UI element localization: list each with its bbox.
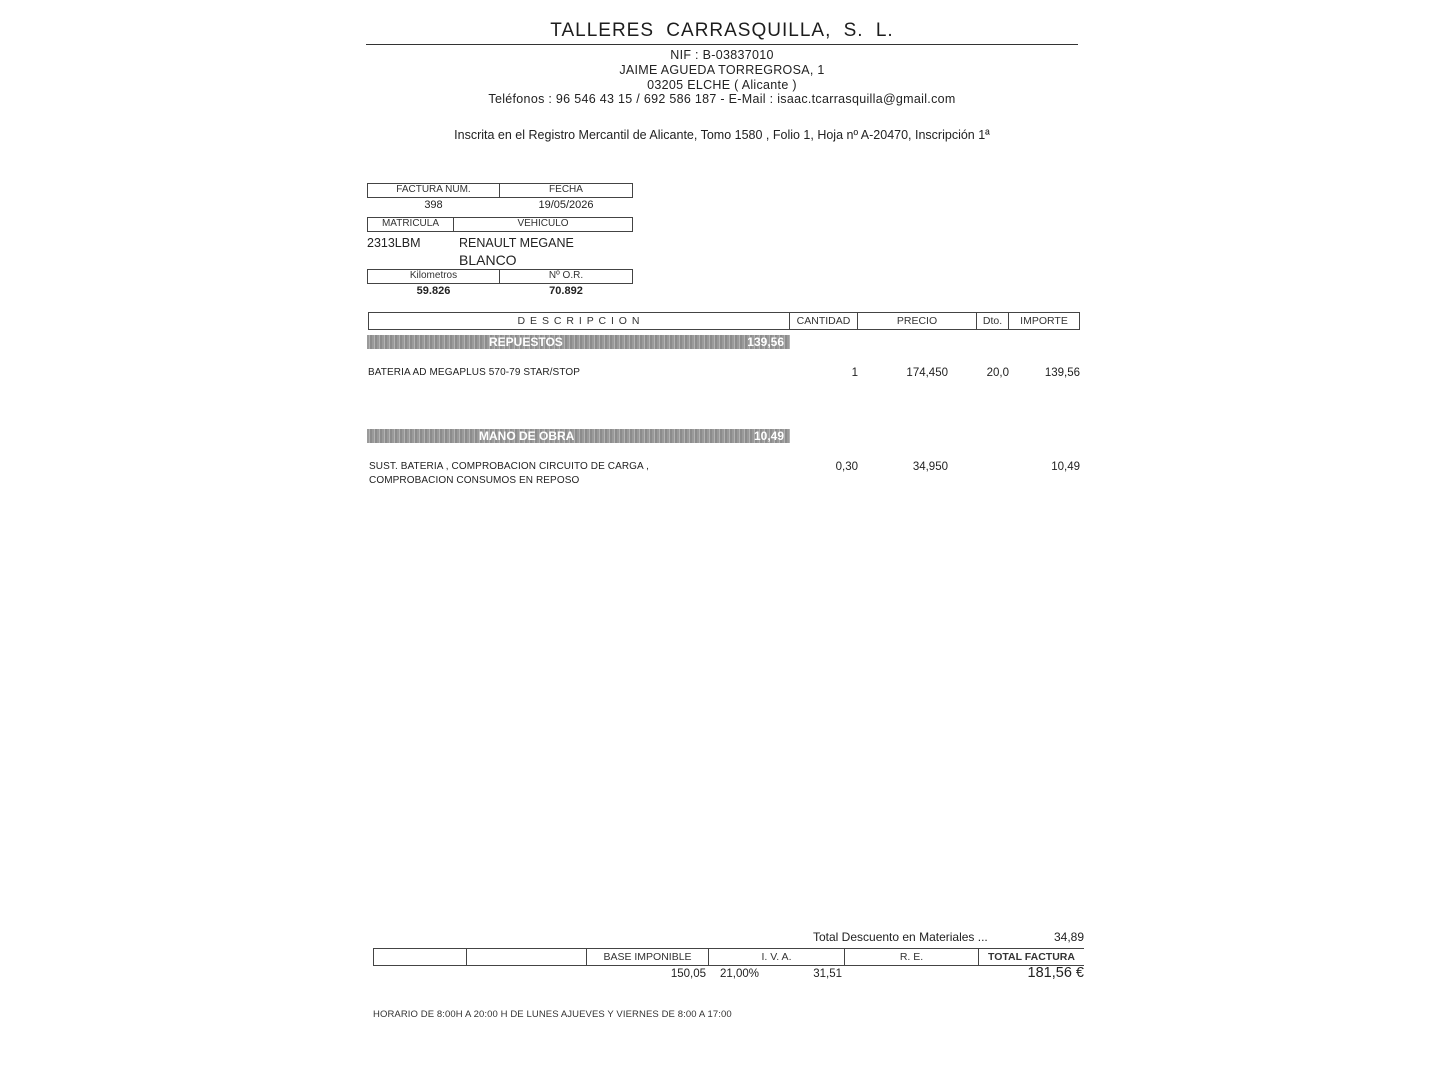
col-header-quantity: CANTIDAD (789, 312, 858, 330)
line-description-continued: COMPROBACION CONSUMOS EN REPOSO (369, 475, 580, 486)
plate-label: MATRICULA (381, 218, 440, 229)
totals-header-total: TOTAL FACTURA (978, 948, 1084, 966)
total-discount-label: Total Descuento en Materiales ... (813, 930, 988, 944)
invoice-date-label: FECHA (549, 184, 583, 195)
line-quantity: 1 (851, 367, 858, 379)
line-description: BATERIA AD MEGAPLUS 570-79 STAR/STOP (368, 367, 581, 378)
km-label-box (367, 269, 500, 284)
company-contact: Teléfonos : 96 546 43 15 / 692 586 187 - E-Mail : isaac.tcarrasquilla@gmail.com (488, 92, 956, 106)
invoice-date-label-box (499, 183, 633, 198)
totals-blank-cell-2 (466, 948, 587, 966)
total-discount-value: 34,89 (1053, 930, 1084, 944)
section-title-parts: REPUESTOS (489, 335, 563, 349)
company-registry: Inscrita en el Registro Mercantil de Alicante, Tomo 1580 , Folio 1, Hoja nº A-20470, Inscripción 1ª (454, 128, 990, 142)
or-label: Nº O.R. (548, 270, 584, 281)
iva-rate: 21,00% (720, 968, 760, 980)
or-value: 70.892 (549, 285, 583, 297)
section-bar-parts (367, 335, 790, 349)
total-invoice-value: 181,56 € (1027, 965, 1084, 981)
section-bar-labor (367, 429, 790, 443)
section-title-labor: MANO DE OBRA (479, 429, 575, 443)
invoice-number-label: FACTURA NUM. (396, 184, 471, 195)
vehicle-plate: 2313LBM (367, 236, 421, 250)
company-address: JAIME AGUEDA TORREGROSA, 1 (619, 63, 825, 77)
plate-label-box (367, 217, 454, 232)
km-label: Kilometros (409, 270, 458, 281)
totals-header-re: R. E. (844, 948, 979, 966)
company-nif: NIF : B-03837010 (670, 48, 774, 62)
invoice-number-label-box (367, 183, 500, 198)
line-price: 174,450 (906, 367, 948, 379)
line-discount: 20,0 (986, 367, 1009, 379)
iva-value: 31,51 (813, 968, 842, 980)
section-subtotal-parts: 139,56 (747, 335, 784, 349)
company-city: 03205 ELCHE ( Alicante ) (647, 78, 797, 92)
company-name: TALLERES CARRASQUILLA, S. L. (550, 20, 894, 41)
totals-header-base: BASE IMPONIBLE (586, 948, 709, 966)
section-subtotal-labor: 10,49 (753, 429, 784, 443)
invoice-date: 19/05/2026 (538, 199, 594, 211)
line-price: 34,950 (912, 461, 948, 473)
col-header-amount: IMPORTE (1008, 312, 1080, 330)
totals-blank-cell-1 (373, 948, 467, 966)
header-rule (366, 44, 1078, 45)
vehicle-label: VEHICULO (517, 218, 569, 229)
or-label-box (499, 269, 633, 284)
vehicle-label-box (453, 217, 633, 232)
line-description: SUST. BATERIA , COMPROBACION CIRCUITO DE CARGA , (369, 461, 650, 472)
line-quantity: 0,30 (835, 461, 858, 473)
km-value: 59.826 (416, 285, 451, 297)
line-amount: 139,56 (1044, 367, 1080, 379)
vehicle-color: BLANCO (459, 252, 517, 268)
totals-header-iva: I. V. A. (708, 948, 845, 966)
invoice-number: 398 (424, 199, 443, 211)
col-header-description: D E S C R I P C I O N (368, 312, 790, 330)
vehicle-model: RENAULT MEGANE (459, 236, 574, 250)
col-header-price: PRECIO (857, 312, 977, 330)
line-amount: 10,49 (1051, 461, 1080, 473)
opening-hours: HORARIO DE 8:00H A 20:00 H DE LUNES AJUEVES Y VIERNES DE 8:00 A 17:00 (373, 1009, 732, 1020)
base-imponible-value: 150,05 (670, 968, 706, 980)
col-header-discount: Dto. (976, 312, 1009, 330)
